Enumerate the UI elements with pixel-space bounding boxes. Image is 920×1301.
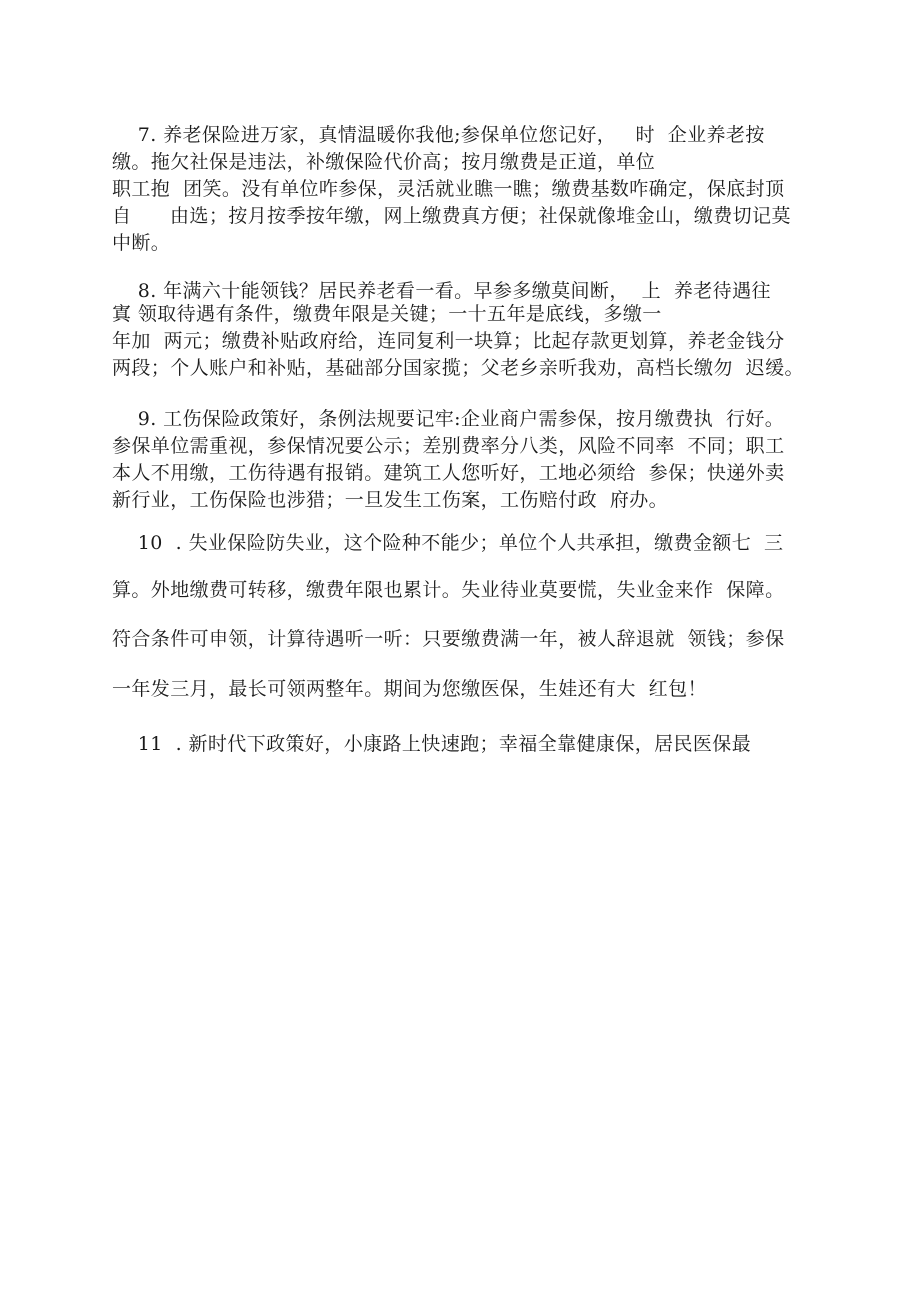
paragraph-9-line-1: 9. 工伤保险政策好，条例法规要记牢:企业商户需参保，按月缴费执 行好。 [112,408,785,430]
paragraph-7-line-3: 职工抱 团笑。没有单位咋参保，灵活就业瞧一瞧；缴费基数咋确定，保底封顶 [112,178,785,200]
paragraph-7-line-5: 中断。 [112,232,171,254]
paragraph-10-line-1: 10 . 失业保险防失业，这个险种不能少；单位个人共承担，缴费金额七 三 [112,532,784,554]
paragraph-9-line-2: 参保单位需重视，参保情况要公示；差别费率分八类，风险不同率 不同；职工 [112,435,785,457]
paragraph-8-line-4: 两段；个人账户和补贴，基础部分国家揽；父老乡亲听我劝，高档长缴勿 迟缓。 [112,357,804,379]
paragraph-10-line-3: 符合条件可申领，计算待遇听一听：只要缴费满一年，被人辞退就 领钱；参保 [112,628,785,650]
paragraph-8-line-1: 8. 年满六十能领钱？居民养老看一看。早参多缴莫间断， 上 养老待遇往 [112,280,771,302]
paragraph-8-line-3: 年加 两元；缴费补贴政府给，连同复利一块算；比起存款更划算，养老金钱分 [112,330,785,352]
paragraph-9-line-3: 本人不用缴，工伤待遇有报销。建筑工人您听好，工地必须给 参保；快递外卖 [112,462,785,484]
paragraph-8-line-2: 寘 领取待遇有条件，缴费年限是关键；一十五年是底线，多缴一 [112,303,662,325]
paragraph-11-line-1: 11 . 新时代下政策好，小康路上快速跑；幸福全靠健康保，居民医保最 [112,733,752,755]
paragraph-7-line-2: 缴。拖欠社保是违法，补缴保险代价高；按月缴费是正道，单位 [112,151,656,173]
paragraph-10-line-2: 算。外地缴费可转移，缴费年限也累计。失业待业莫要慌，失业金来作 保障。 [112,579,785,601]
paragraph-7-line-4: 自 由选；按月按季按年缴，网上缴费真方便；社保就像堆金山，缴费切记莫 [112,205,791,227]
paragraph-10-line-4: 一年发三月，最长可领两整年。期间为您缴医保，生娃还有大 红包！ [112,678,707,700]
paragraph-9-line-4: 新行业，工伤保险也涉猎；一旦发生工伤案，工伤赔付政 府办。 [112,489,669,511]
paragraph-7-line-1: 7. 养老保险进万家，真情温暖你我他;参保单位您记好， 时 企业养老按 [112,124,765,146]
